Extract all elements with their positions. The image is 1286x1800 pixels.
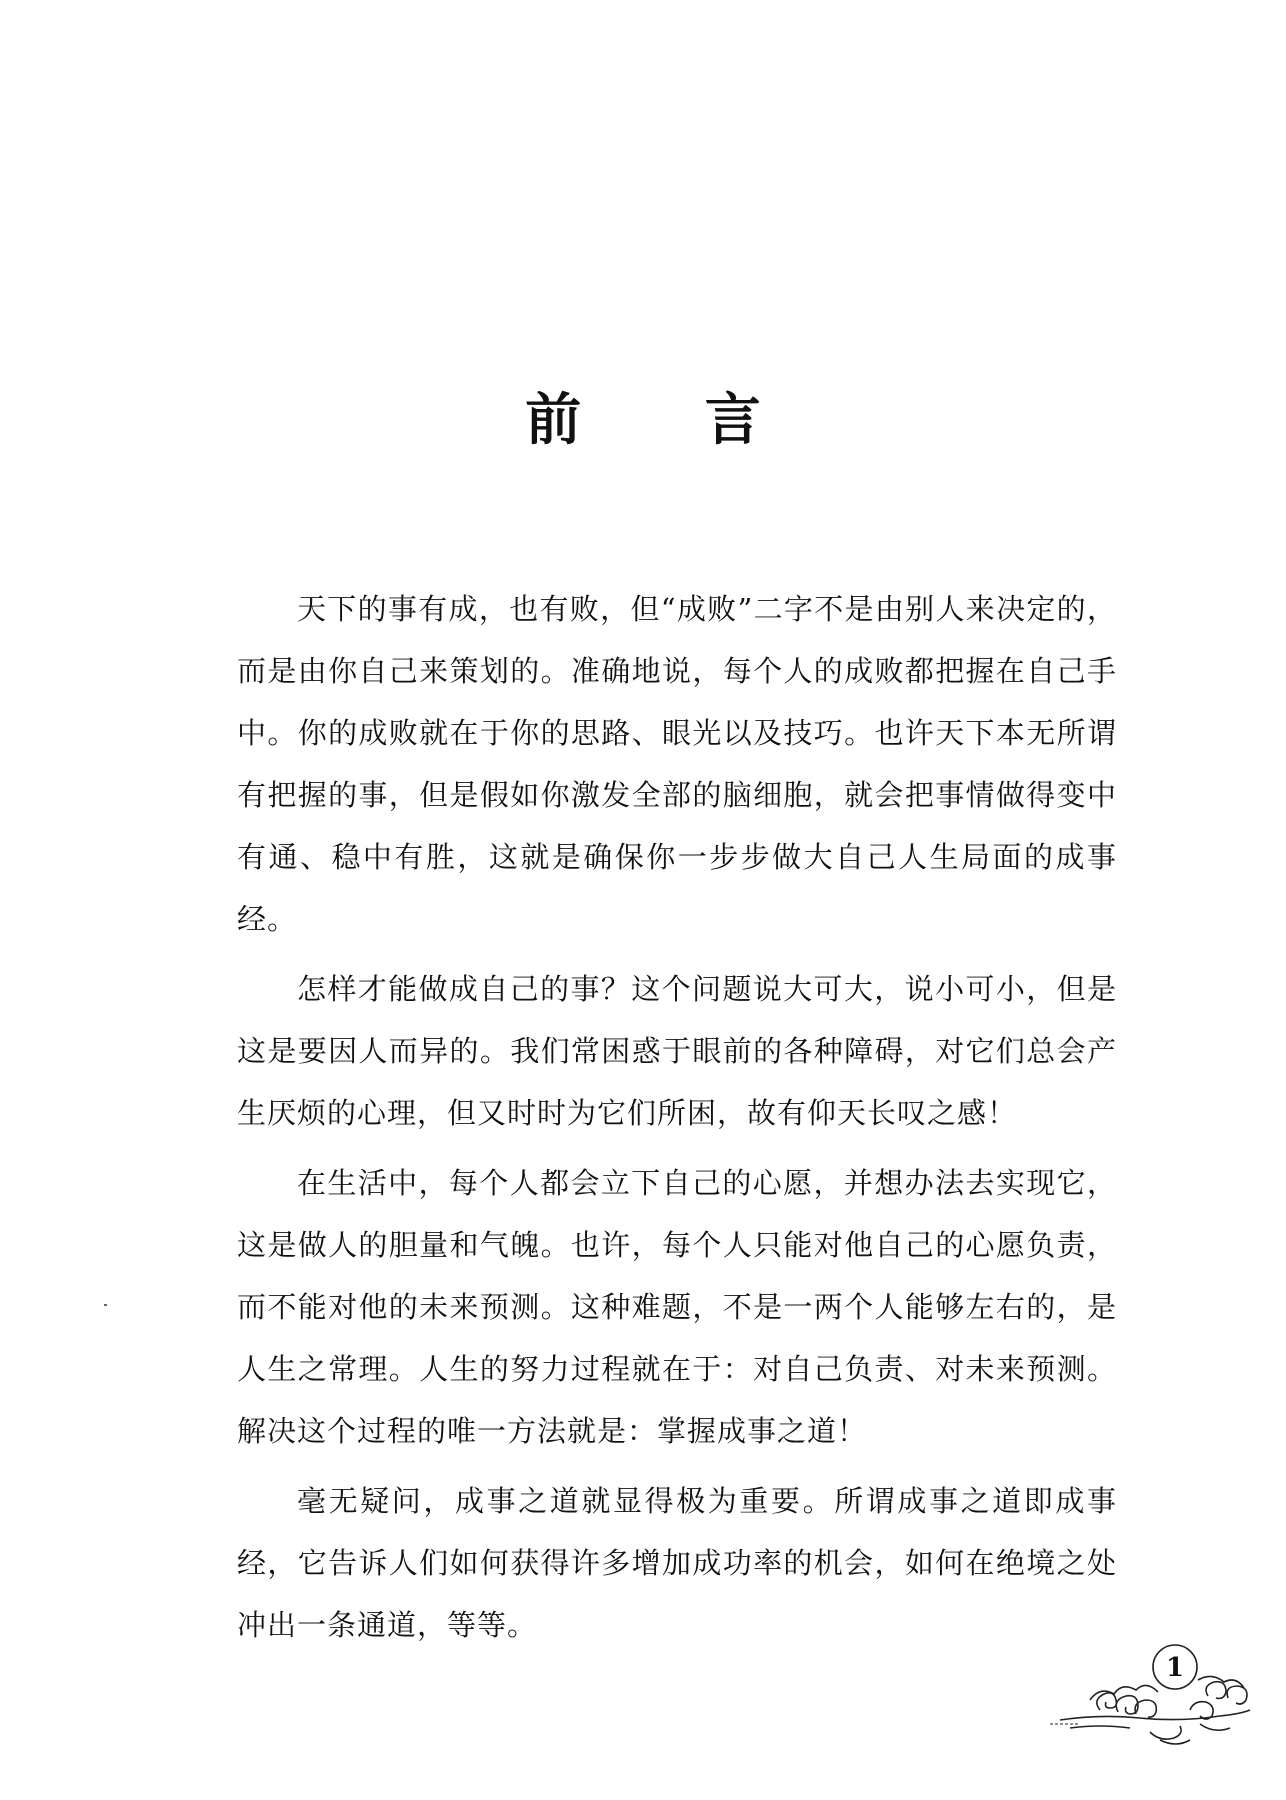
body-text <box>237 578 1117 1656</box>
page-title: 前 言 <box>525 387 813 453</box>
paragraph-3: 在生活中，每个人都会立下自己的心愿，并想办法去实现它，这是做人的胆量和气魄。也许，每个人只能对他自己的心愿负责，而不能对他的未来预测。这种难题，不是一两个人能够左右的，是人生之常理。人生的努力过程就在于：对自己负责、对未来预测。解决这个过程的唯一方法就是：掌握成事之道！ <box>237 1166 1117 1448</box>
paragraph-4: 毫无疑问，成事之道就显得极为重要。所谓成事之道即成事经，它告诉人们如何获得许多增加成功率的机会，如何在绝境之处冲出一条通道，等等。 <box>237 1484 1117 1642</box>
scan-speck <box>104 1304 107 1306</box>
page-number: 1 <box>1165 1653 1185 1683</box>
paragraph-1: 天下的事有成，也有败，但“成败”二字不是由别人来决定的，而是由你自己来策划的。准确地说，每个人的成败都把握在自己手中。你的成败就在于你的思路、眼光以及技巧。也许天下本无所谓有把握的事，但是假如你激发全部的脑细胞，就会把事情做得变中有通、稳中有胜，这就是确保你一步步做大自己人生局面的成事经。 <box>237 592 1117 936</box>
paragraph-2: 怎样才能做成自己的事？这个问题说大可大，说小可小，但是这是要因人而异的。我们常困惑于眼前的各种障碍，对它们总会产生厌烦的心理，但又时时为它们所困，故有仰天长叹之感！ <box>237 972 1117 1130</box>
